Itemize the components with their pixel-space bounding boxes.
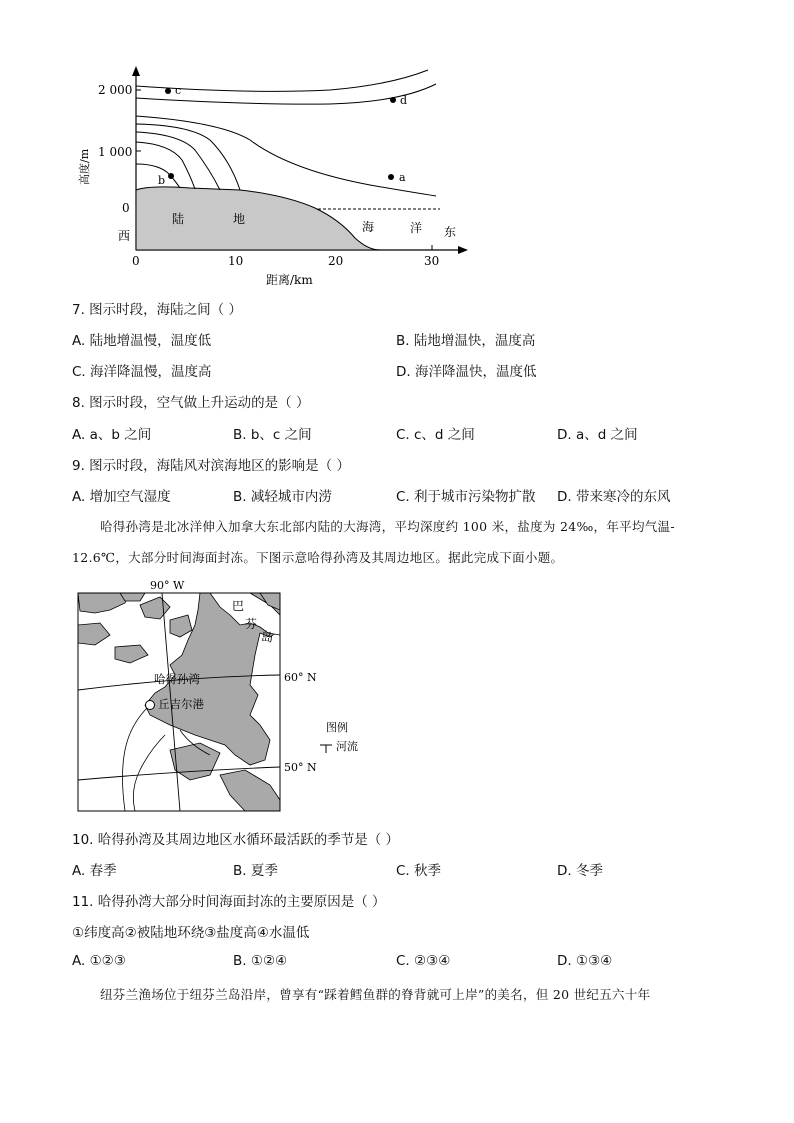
q10-option-b[interactable]: B. 夏季	[233, 863, 278, 879]
river-1	[123, 707, 149, 811]
passage-hudson-line1: 哈得孙湾是北冰洋伸入加拿大东北部内陆的大海湾，平均深度约 100 米，盐度为 24‰，年平均气温-	[100, 519, 675, 534]
q11-option-b[interactable]: B. ①②④	[233, 953, 288, 969]
land-label-1: 陆	[172, 212, 185, 226]
y-axis-arrow	[132, 66, 140, 76]
label-b: b	[158, 174, 166, 187]
label-c: c	[175, 84, 182, 97]
x-tick-30: 30	[424, 254, 440, 268]
q11-option-a[interactable]: A. ①②③	[72, 953, 126, 969]
x-axis-label: 距离/km	[266, 273, 313, 287]
q11-option-d[interactable]: D. ①③④	[557, 953, 613, 969]
q11-option-c[interactable]: C. ②③④	[396, 953, 451, 969]
q8-option-d[interactable]: D. a、d 之间	[557, 427, 638, 443]
baffin-label-2: 芬	[245, 617, 258, 631]
x-axis-arrow	[458, 246, 468, 254]
isobar-6	[136, 142, 195, 189]
q9-option-c[interactable]: C. 利于城市污染物扩散	[396, 489, 536, 505]
river-legend-icon	[320, 745, 332, 753]
y-tick-0: 0	[122, 201, 130, 215]
y-tick-2000: 2 000	[98, 83, 133, 97]
baffin-label-3: 岛	[261, 630, 274, 644]
q10-option-c[interactable]: C. 秋季	[396, 863, 442, 879]
q9-option-b[interactable]: B. 减轻城市内涝	[233, 489, 332, 505]
q7-option-a[interactable]: A. 陆地增温慢，温度低	[72, 333, 212, 349]
x-tick-10: 10	[228, 254, 244, 268]
ocean-label-1: 海	[362, 220, 375, 234]
sea-land-breeze-figure	[70, 60, 470, 295]
point-b	[168, 173, 174, 179]
legend-river-label: 河流	[336, 740, 358, 753]
q7-option-c[interactable]: C. 海洋降温慢，温度高	[72, 364, 212, 380]
q8-option-c[interactable]: C. c、d 之间	[396, 427, 475, 443]
churchill-port-marker	[146, 701, 155, 710]
hudson-bay-map	[70, 575, 370, 815]
point-c	[165, 88, 171, 94]
point-a	[388, 174, 394, 180]
q11-stem: 11. 哈得孙湾大部分时间海面封冻的主要原因是（ ）	[72, 894, 386, 910]
q9-option-d[interactable]: D. 带来寒冷的东风	[557, 489, 671, 505]
passage-hudson-line2: 12.6℃，大部分时间海面封冻。下图示意哈得孙湾及其周边地区。据此完成下面小题。	[72, 550, 564, 565]
legend-title: 图例	[326, 721, 348, 734]
x-tick-0: 0	[132, 254, 140, 268]
q7-option-d[interactable]: D. 海洋降温快，温度低	[396, 364, 537, 380]
q11-choices-line: ①纬度高②被陆地环绕③盐度高④水温低	[72, 925, 310, 941]
land-label-2: 地	[233, 212, 246, 226]
passage-newfoundland: 纽芬兰渔场位于纽芬兰岛沿岸，曾享有“踩着鳕鱼群的脊背就可上岸”的美名，但 20 世纪五六十年	[100, 987, 651, 1002]
q7-stem: 7. 图示时段，海陆之间（ ）	[72, 302, 242, 318]
q9-stem: 9. 图示时段，海陆风对滨海地区的影响是（ ）	[72, 458, 350, 474]
baffin-label-1: 巴	[232, 599, 245, 613]
q9-option-a[interactable]: A. 增加空气湿度	[72, 489, 171, 505]
lon-90w-label: 90° W	[150, 579, 185, 592]
hudson-bay-label: 哈得孙湾	[154, 672, 200, 686]
west-label: 西	[118, 229, 131, 243]
q8-option-b[interactable]: B. b、c 之间	[233, 427, 312, 443]
q8-stem: 8. 图示时段，空气做上升运动的是（ ）	[72, 395, 310, 411]
q8-option-a[interactable]: A. a、b 之间	[72, 427, 152, 443]
q7-option-b[interactable]: B. 陆地增温快，温度高	[396, 333, 536, 349]
q10-option-a[interactable]: A. 春季	[72, 863, 117, 879]
ocean-label-2: 洋	[410, 221, 423, 235]
churchill-port-label: 丘吉尔港	[158, 697, 204, 711]
y-tick-1000: 1 000	[98, 145, 133, 159]
east-label: 东	[444, 225, 457, 239]
isobar-5	[136, 132, 220, 190]
lat-50n-label: 50° N	[284, 761, 317, 774]
q10-option-d[interactable]: D. 冬季	[557, 863, 603, 879]
q10-stem: 10. 哈得孙湾及其周边地区水循环最活跃的季节是（ ）	[72, 832, 400, 848]
isobar-4	[136, 124, 240, 190]
x-tick-20: 20	[328, 254, 344, 268]
label-d: d	[400, 94, 408, 107]
river-2	[133, 735, 165, 811]
point-d	[390, 97, 396, 103]
y-axis-label: 高度/m	[78, 148, 91, 185]
lat-60n-label: 60° N	[284, 671, 317, 684]
label-a: a	[399, 171, 406, 184]
